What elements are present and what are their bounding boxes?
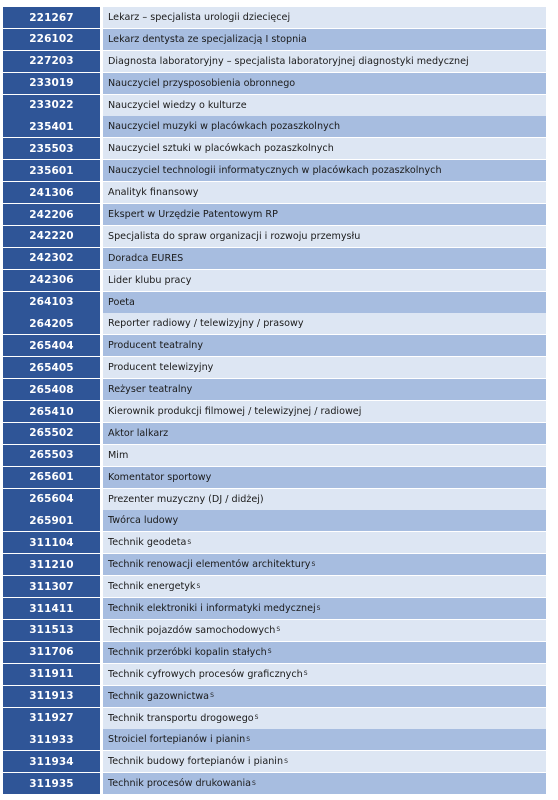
occupation-name: Producent teatralny bbox=[108, 340, 204, 352]
table-row bbox=[3, 204, 546, 225]
occupation-name: Prezenter muzyczny (DJ / didżej) bbox=[108, 493, 264, 505]
occupation-code: 242302 bbox=[3, 248, 100, 269]
occupation-name-cell bbox=[103, 313, 546, 334]
occupation-name-cell bbox=[103, 445, 546, 466]
occupation-name-cell bbox=[103, 73, 546, 94]
table-row bbox=[3, 773, 546, 794]
occupation-code: 227203 bbox=[3, 51, 100, 72]
occupation-name: Technik przeróbki kopalin stałych bbox=[108, 646, 267, 658]
table-row bbox=[3, 445, 546, 466]
occupation-name-cell: Technik geodeta S bbox=[103, 532, 546, 553]
occupation-name: Stroiciel fortepianów i pianin bbox=[108, 734, 246, 746]
occupation-name-cell: Technik renowacji elementów architektury S bbox=[103, 554, 546, 575]
occupation-code: 265404 bbox=[3, 335, 100, 356]
occupation-code: 311927 bbox=[3, 708, 100, 729]
occupation-name-cell bbox=[103, 138, 546, 159]
occupation-name-cell bbox=[103, 204, 546, 225]
occupation-name-cell bbox=[103, 423, 546, 444]
occupation-name: Nauczyciel przysposobienia obronnego bbox=[108, 77, 296, 89]
occupation-name-cell bbox=[103, 357, 546, 378]
occupation-name-cell bbox=[103, 182, 546, 203]
occupation-code: 264205 bbox=[3, 313, 100, 334]
table-row bbox=[3, 708, 546, 729]
occupation-name-cell: Technik przeróbki kopalin stałych S bbox=[103, 642, 546, 663]
occupation-name: Twórca ludowy bbox=[108, 515, 179, 527]
occupation-name: Nauczyciel wiedzy o kulturze bbox=[108, 99, 247, 111]
occupation-code: 265601 bbox=[3, 467, 100, 488]
occupation-name: Technik gazownictwa bbox=[108, 690, 210, 702]
occupation-code: 264103 bbox=[3, 292, 100, 313]
occupation-code: 311934 bbox=[3, 751, 100, 772]
table-row bbox=[3, 116, 546, 137]
occupation-name-cell bbox=[103, 510, 546, 531]
occupation-name-cell bbox=[103, 467, 546, 488]
occupation-name: Technik budowy fortepianów i pianin bbox=[108, 756, 284, 768]
occupation-name-cell bbox=[103, 116, 546, 137]
table-row bbox=[3, 51, 546, 72]
table-row bbox=[3, 138, 546, 159]
occupation-code: 235601 bbox=[3, 160, 100, 181]
occupation-name-cell: Technik energetyk S bbox=[103, 576, 546, 597]
occupation-name-cell bbox=[103, 248, 546, 269]
table-row bbox=[3, 664, 546, 685]
table-row bbox=[3, 576, 546, 597]
table-row bbox=[3, 751, 546, 772]
occupation-name-cell: Technik gazownictwa S bbox=[103, 686, 546, 707]
occupation-name: Kierownik produkcji filmowej / telewizyjnej / radiowej bbox=[108, 406, 362, 418]
occupation-code: 226102 bbox=[3, 29, 100, 50]
occupation-name: Reporter radiowy / telewizyjny / prasowy bbox=[108, 318, 304, 330]
occupation-name-cell bbox=[103, 379, 546, 400]
occupation-code: 265503 bbox=[3, 445, 100, 466]
occupation-name-cell bbox=[103, 160, 546, 181]
table-row bbox=[3, 95, 546, 116]
occupation-code: 241306 bbox=[3, 182, 100, 203]
occupation-name: Technik renowacji elementów architektury bbox=[108, 559, 311, 571]
occupation-name-cell bbox=[103, 95, 546, 116]
occupation-name-cell: Technik procesów drukowania S bbox=[103, 773, 546, 794]
occupation-name-cell bbox=[103, 226, 546, 247]
table-row bbox=[3, 248, 546, 269]
occupation-code: 311513 bbox=[3, 620, 100, 641]
occupation-name-cell: Technik cyfrowych procesów graficznych S bbox=[103, 664, 546, 685]
occupation-table bbox=[3, 7, 546, 795]
occupation-name: Producent telewizyjny bbox=[108, 362, 214, 374]
table-row bbox=[3, 686, 546, 707]
table-row bbox=[3, 292, 546, 313]
occupation-code: 311933 bbox=[3, 729, 100, 750]
table-row bbox=[3, 182, 546, 203]
occupation-code: 265604 bbox=[3, 489, 100, 510]
occupation-code: 265410 bbox=[3, 401, 100, 422]
occupation-code: 311210 bbox=[3, 554, 100, 575]
occupation-code: 265408 bbox=[3, 379, 100, 400]
occupation-name-cell bbox=[103, 7, 546, 28]
occupation-name-cell: Technik budowy fortepianów i pianin S bbox=[103, 751, 546, 772]
occupation-name-cell bbox=[103, 51, 546, 72]
table-row bbox=[3, 729, 546, 750]
occupation-name-cell bbox=[103, 401, 546, 422]
occupation-name: Technik elektroniki i informatyki medycznej bbox=[108, 603, 316, 615]
occupation-name: Lider klubu pracy bbox=[108, 274, 192, 286]
occupation-name: Poeta bbox=[108, 296, 135, 308]
occupation-name: Doradca EURES bbox=[108, 252, 184, 264]
occupation-code: 242206 bbox=[3, 204, 100, 225]
occupation-name-cell bbox=[103, 489, 546, 510]
occupation-code: 311411 bbox=[3, 598, 100, 619]
occupation-code: 235503 bbox=[3, 138, 100, 159]
table-row bbox=[3, 642, 546, 663]
occupation-name-cell bbox=[103, 29, 546, 50]
table-row bbox=[3, 313, 546, 334]
occupation-code: 311104 bbox=[3, 532, 100, 553]
table-row bbox=[3, 357, 546, 378]
occupation-name: Technik geodeta bbox=[108, 537, 187, 549]
occupation-name-cell bbox=[103, 292, 546, 313]
table-row bbox=[3, 160, 546, 181]
occupation-code: 265405 bbox=[3, 357, 100, 378]
occupation-name: Lekarz – specjalista urologii dziecięcej bbox=[108, 12, 291, 23]
table-row bbox=[3, 510, 546, 531]
occupation-name-cell: Technik transportu drogowego S bbox=[103, 708, 546, 729]
occupation-code: 265901 bbox=[3, 510, 100, 531]
occupation-name: Technik transportu drogowego bbox=[108, 712, 254, 724]
table-row bbox=[3, 73, 546, 94]
occupation-name: Specjalista do spraw organizacji i rozwoju przemysłu bbox=[108, 230, 361, 242]
occupation-code: 311706 bbox=[3, 642, 100, 663]
occupation-name: Technik procesów drukowania bbox=[108, 778, 252, 790]
occupation-name: Nauczyciel sztuki w placówkach pozaszkolnych bbox=[108, 143, 334, 155]
table-row bbox=[3, 620, 546, 641]
occupation-name: Ekspert w Urzędzie Patentowym RP bbox=[108, 209, 278, 221]
table-row bbox=[3, 270, 546, 291]
occupation-name: Analityk finansowy bbox=[108, 187, 199, 199]
occupation-name: Nauczyciel muzyki w placówkach pozaszkolnych bbox=[108, 121, 341, 133]
occupation-code: 235401 bbox=[3, 116, 100, 137]
occupation-code: 311935 bbox=[3, 773, 100, 794]
occupation-name: Technik pojazdów samochodowych bbox=[108, 624, 276, 636]
table-row bbox=[3, 489, 546, 510]
occupation-name: Aktor lalkarz bbox=[108, 427, 169, 439]
table-row bbox=[3, 335, 546, 356]
table-row bbox=[3, 598, 546, 619]
occupation-name: Lekarz dentysta ze specjalizacją I stopnia bbox=[108, 33, 307, 45]
table-row bbox=[3, 423, 546, 444]
occupation-name: Technik energetyk bbox=[108, 581, 196, 593]
table-row bbox=[3, 379, 546, 400]
occupation-code: 221267 bbox=[3, 7, 100, 28]
occupation-name: Technik cyfrowych procesów graficznych bbox=[108, 668, 303, 680]
occupation-code: 311307 bbox=[3, 576, 100, 597]
occupation-code: 311911 bbox=[3, 664, 100, 685]
occupation-name: Mim bbox=[108, 449, 129, 461]
occupation-name-cell: Technik elektroniki i informatyki medycznej S bbox=[103, 598, 546, 619]
occupation-name-cell bbox=[103, 270, 546, 291]
occupation-name-cell bbox=[103, 335, 546, 356]
occupation-name: Reżyser teatralny bbox=[108, 384, 193, 396]
table-row bbox=[3, 554, 546, 575]
occupation-code: 242306 bbox=[3, 270, 100, 291]
occupation-code: 233019 bbox=[3, 73, 100, 94]
table-row bbox=[3, 532, 546, 553]
occupation-code: 233022 bbox=[3, 95, 100, 116]
occupation-name: Diagnosta laboratoryjny – specjalista laboratoryjnej diagnostyki medycznej bbox=[108, 55, 469, 67]
table-row bbox=[3, 467, 546, 488]
occupation-name-cell: Stroiciel fortepianów i pianin S bbox=[103, 729, 546, 750]
occupation-name: Nauczyciel technologii informatycznych w placówkach pozaszkolnych bbox=[108, 165, 442, 177]
table-row bbox=[3, 226, 546, 247]
table-row bbox=[3, 7, 546, 28]
table-row bbox=[3, 401, 546, 422]
table-row bbox=[3, 29, 546, 50]
occupation-code: 242220 bbox=[3, 226, 100, 247]
occupation-code: 265502 bbox=[3, 423, 100, 444]
occupation-code: 311913 bbox=[3, 686, 100, 707]
occupation-name-cell: Technik pojazdów samochodowych S bbox=[103, 620, 546, 641]
occupation-name: Komentator sportowy bbox=[108, 471, 212, 483]
